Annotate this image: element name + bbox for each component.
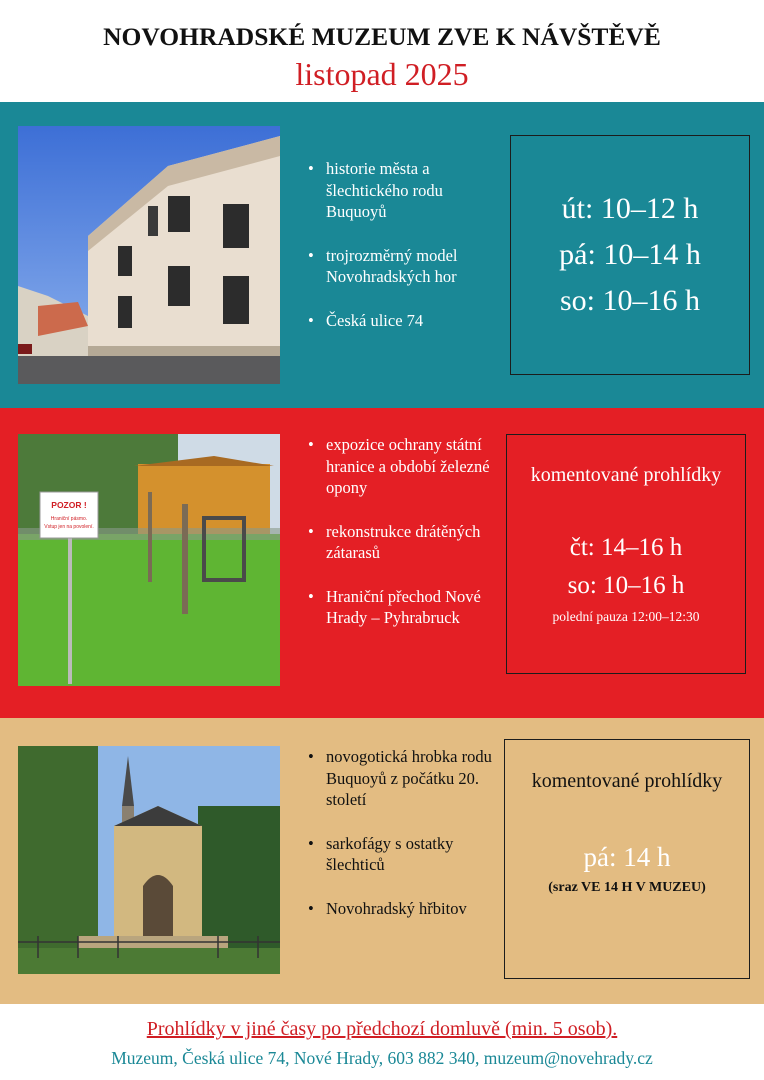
list-item: • Česká ulice 74 <box>306 310 486 332</box>
tomb-chapel-photo <box>18 746 280 974</box>
hours-line: út: 10–12 h <box>561 192 699 225</box>
section-tomb <box>0 718 764 1004</box>
list-item: • historie města a šlechtického rodu Buquoyů <box>306 158 486 223</box>
appointment-note: Prohlídky v jiné časy po předchozí domluvě (min. 5 osob). <box>146 1018 618 1040</box>
lunch-break-note: polední pauza 12:00–12:30 <box>552 609 700 624</box>
list-item: • trojrozměrný model Novohradských hor <box>306 245 486 288</box>
list-item: • Novohradský hřbitov <box>306 898 500 920</box>
meeting-note: (sraz VE 14 H V MUZEU) <box>548 880 706 895</box>
guided-tours-label: komentované prohlídky <box>531 770 723 792</box>
tomb-feature-list <box>306 746 500 941</box>
hours-line: pá: 14 h <box>583 842 671 872</box>
page-title: NOVOHRADSKÉ MUZEUM ZVE K NÁVŠTĚVĚ <box>103 22 661 51</box>
hours-line: so: 10–16 h <box>559 284 700 317</box>
opening-hours-box <box>510 135 750 375</box>
header <box>0 0 764 102</box>
hours-line: pá: 10–14 h <box>559 238 701 271</box>
list-item: • sarkofágy s ostatky šlechticů <box>306 833 500 876</box>
list-item: • rekonstrukce drátěných zátarasů <box>306 521 498 564</box>
border-feature-list <box>306 434 498 651</box>
museum-building-photo <box>18 126 280 384</box>
list-item: • Hraniční přechod Nové Hrady – Pyhrabruck <box>306 586 498 629</box>
hours-line: čt: 14–16 h <box>569 534 683 561</box>
border-fence-photo <box>18 434 280 686</box>
section-border-exhibition <box>0 408 764 718</box>
museum-feature-list <box>306 158 486 353</box>
footer <box>0 1004 764 1080</box>
list-item: • expozice ochrany státní hranice a období železné opony <box>306 434 498 499</box>
list-item: • novogotická hrobka rodu Buquoyů z počátku 20. století <box>306 746 500 811</box>
contact-info: Muzeum, Česká ulice 74, Nové Hrady, 603 882 340, muzeum@novehrady.cz <box>111 1048 653 1068</box>
page-subtitle: listopad 2025 <box>295 56 469 92</box>
section-museum <box>0 102 764 408</box>
sign-line: Vstup jen na povolení. <box>44 524 94 530</box>
sign-line: Hraniční pásmo. <box>50 516 88 522</box>
guided-tours-box <box>506 434 746 674</box>
tomb-tours-box <box>504 739 750 979</box>
guided-tours-label: komentované prohlídky <box>530 464 722 486</box>
hours-line: so: 10–16 h <box>567 572 685 599</box>
sign-heading: POZOR ! <box>51 500 87 510</box>
